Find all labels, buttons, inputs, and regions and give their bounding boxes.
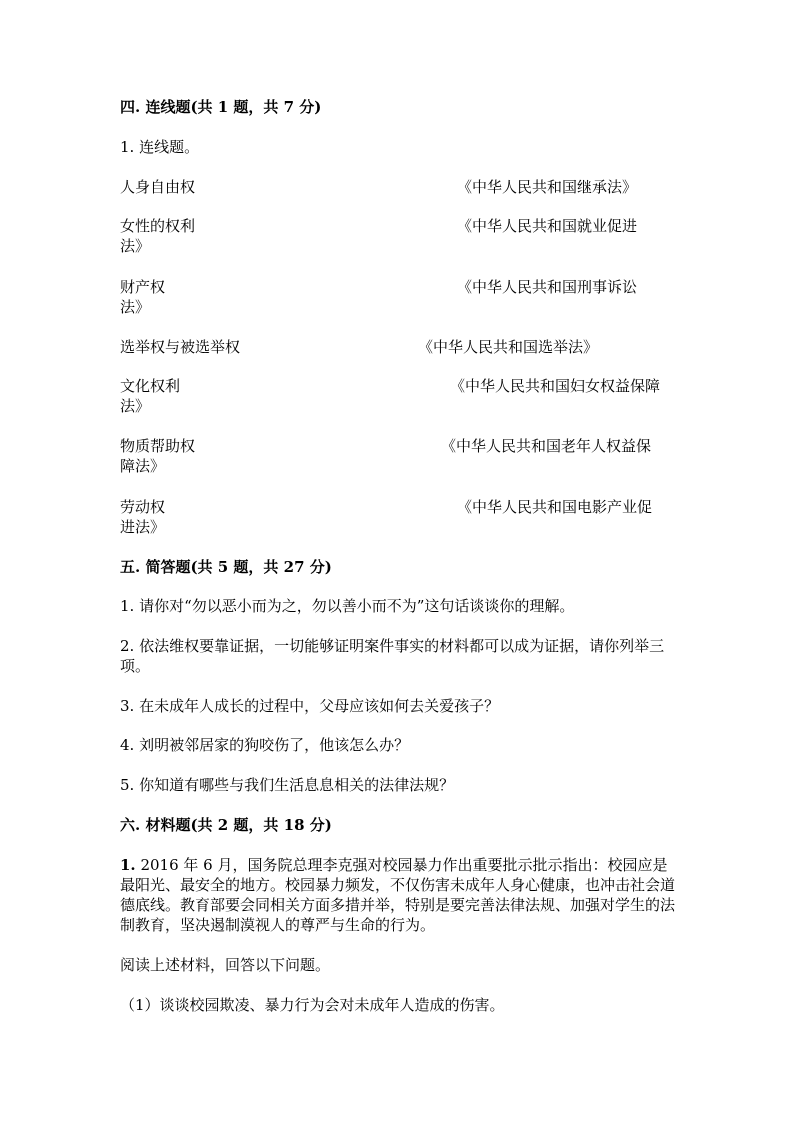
- section6-material: [120, 855, 675, 935]
- right-item-2-line1: 《中华人民共和国就业促进: [457, 217, 638, 235]
- section5-heading: 五. 简答题(共 5 题，共 27 分): [120, 558, 332, 576]
- right-item-7-line1: 《中华人民共和国电影产业促: [457, 498, 653, 516]
- left-item-1: 人身自由权: [120, 178, 196, 196]
- right-item-1-line1: 《中华人民共和国继承法》: [457, 178, 638, 196]
- left-item-6: 物质帮助权: [120, 437, 196, 455]
- section4-q1-label: 1. 连线题。: [120, 138, 200, 156]
- section6-material-text: 2016 年 6 月，国务院总理李克强对校园暴力作出重要批示批示指出：校园应是最阳光、最安全的地方。校园暴力频发，不仅伤害未成年人身心健康，也冲击社会道德底线。教育部要会同相关方面多措并举，特别是要完善法律法规、加强对学生的法制教育，坚决遏制漠视人的尊严与生命的行为。: [120, 856, 676, 934]
- section6-prompt: 阅读上述材料，回答以下问题。: [120, 956, 331, 974]
- section5-question-3: 3. 在未成年人成长的过程中，父母应该如何去关爱孩子？: [120, 697, 500, 715]
- section5-question-2: 2. 依法维权要靠证据，一切能够证明案件事实的材料都可以成为证据，请你列举三项。: [120, 637, 665, 675]
- section6-heading: 六. 材料题(共 2 题，共 18 分): [120, 816, 332, 834]
- section5-question-5: 5. 你知道有哪些与我们生活息息相关的法律法规？: [120, 776, 455, 794]
- right-item-5-line1: 《中华人民共和国妇女权益保障: [450, 377, 661, 395]
- right-item-6-line1: 《中华人民共和国老年人权益保: [441, 437, 652, 455]
- right-item-6-line2: 障法》: [120, 457, 166, 475]
- section4-heading: 四. 连线题(共 1 题，共 7 分): [120, 98, 322, 116]
- left-item-2: 女性的权利: [120, 217, 196, 235]
- section5-question-1: 1. 请你对“勿以恶小而为之，勿以善小而不为”这句话谈谈你的理解。: [120, 597, 575, 615]
- left-item-3: 财产权: [120, 278, 166, 296]
- left-item-7: 劳动权: [120, 498, 166, 516]
- section6-sub-question-1: （1）谈谈校园欺凌、暴力行为会对未成年人造成的伤害。: [120, 996, 505, 1014]
- right-item-5-line2: 法》: [120, 397, 151, 415]
- right-item-2-line2: 法》: [120, 237, 151, 255]
- right-item-7-line2: 进法》: [120, 518, 166, 536]
- right-item-3-line2: 法》: [120, 298, 151, 316]
- right-item-4-line1: 《中华人民共和国选举法》: [418, 338, 599, 356]
- left-item-5: 文化权利: [120, 377, 181, 395]
- section5-question-4: 4. 刘明被邻居家的狗咬伤了，他该怎么办？: [120, 736, 410, 754]
- section6-material-number: 1.: [120, 856, 136, 874]
- left-item-4: 选举权与被选举权: [120, 338, 241, 356]
- right-item-3-line1: 《中华人民共和国刑事诉讼: [457, 278, 638, 296]
